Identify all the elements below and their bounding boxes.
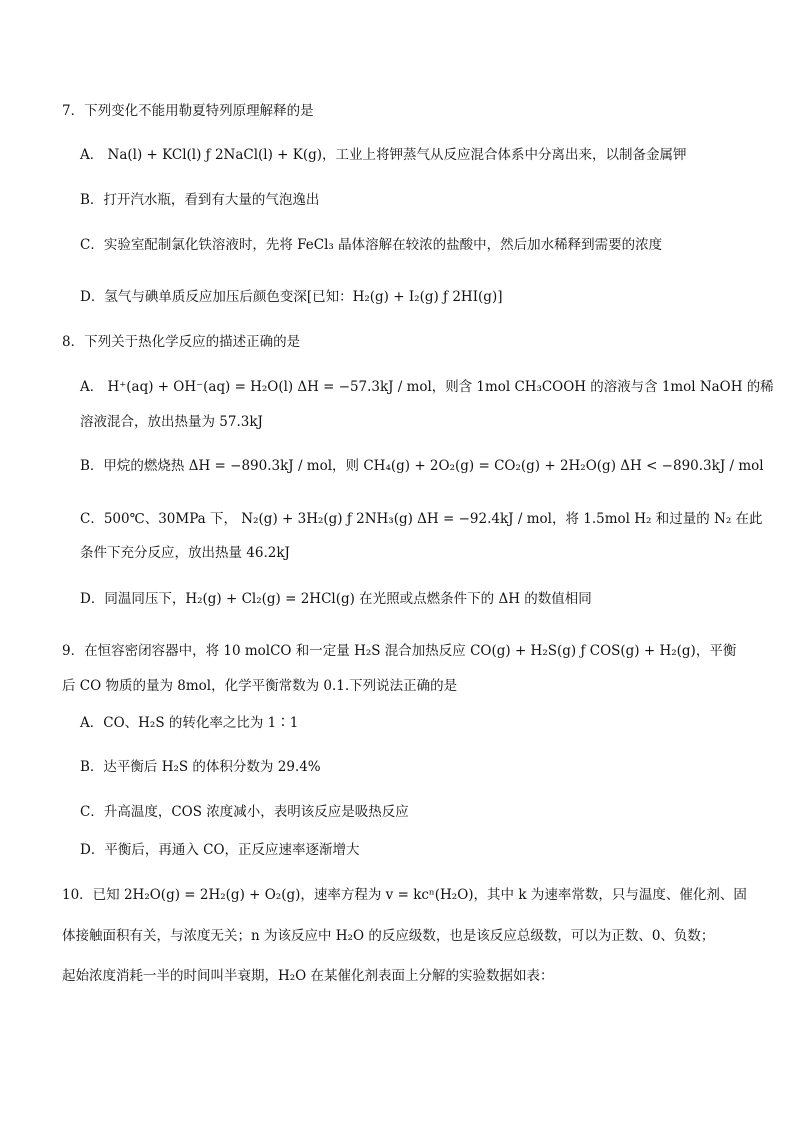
question-9-option-c: C．升高温度，COS 浓度减小，表明该反应是吸热反应	[80, 804, 409, 820]
question-7-option-c: C．实验室配制氯化铁溶液时，先将 FeCl₃ 晶体溶解在较浓的盐酸中，然后加水稀释到需要的浓度	[80, 237, 663, 253]
question-8-stem: 8．下列关于热化学反应的描述正确的是	[62, 334, 301, 350]
question-10-stem: 10．已知 2H₂O(g) = 2H₂(g) + O₂(g)，速率方程为 v = kcⁿ(H₂O)，其中 k 为速率常数，只与温度、催化剂、固	[62, 887, 747, 903]
question-8-option-c: C．500℃、30MPa 下， N₂(g) + 3H₂(g) ƒ 2NH₃(g) ΔH = −92.4kJ / mol，将 1.5mol H₂ 和过量的 N₂ 在此	[80, 511, 763, 527]
question-9-option-b: B．达平衡后 H₂S 的体积分数为 29.4%	[80, 759, 321, 775]
question-9-stem-continued: 后 CO 物质的量为 8mol，化学平衡常数为 0.1.下列说法正确的是	[62, 678, 458, 694]
question-9-option-a: A．CO、H₂S 的转化率之比为 1∶1	[80, 715, 299, 731]
question-8-option-d: D．同温同压下，H₂(g) + Cl₂(g) = 2HCl(g) 在光照或点燃条件下的 ΔH 的数值相同	[80, 591, 592, 607]
question-10-stem-line-3: 起始浓度消耗一半的时间叫半衰期，H₂O 在某催化剂表面上分解的实验数据如表：	[62, 968, 554, 984]
question-7-option-b: B．打开汽水瓶，看到有大量的气泡逸出	[80, 192, 320, 208]
question-9-option-d: D．平衡后，再通入 CO，正反应速率逐渐增大	[80, 842, 360, 858]
question-8-option-a: A． H⁺(aq) + OH⁻(aq) = H₂O(l) ΔH = −57.3kJ / mol，则含 1mol CH₃COOH 的溶液与含 1mol NaOH 的稀	[80, 379, 774, 395]
question-8-option-a-continued: 溶液混合，放出热量为 57.3kJ	[80, 414, 263, 430]
question-7-option-d: D．氢气与碘单质反应加压后颜色变深[已知：H₂(g) + I₂(g) ƒ 2HI(g)]	[80, 289, 503, 305]
question-10-stem-line-2: 体接触面积有关，与浓度无关；n 为该反应中 H₂O 的反应级数，也是该反应总级数，可以为正数、0、负数；	[62, 928, 715, 944]
question-8-option-c-continued: 条件下充分反应，放出热量 46.2kJ	[80, 545, 290, 561]
question-7-option-a: A． Na(l) + KCl(l) ƒ 2NaCl(l) + K(g)，工业上将钾蒸气从反应混合体系中分离出来，以制备金属钾	[80, 147, 687, 163]
question-8-option-b: B．甲烷的燃烧热 ΔH = −890.3kJ / mol，则 CH₄(g) + 2O₂(g) = CO₂(g) + 2H₂O(g) ΔH < −890.3kJ / mol	[80, 458, 764, 474]
question-7-stem: 7．下列变化不能用勒夏特列原理解释的是	[62, 103, 314, 119]
question-9-stem: 9．在恒容密闭容器中，将 10 molCO 和一定量 H₂S 混合加热反应 CO(g) + H₂S(g) ƒ COS(g) + H₂(g)，平衡	[62, 643, 737, 659]
